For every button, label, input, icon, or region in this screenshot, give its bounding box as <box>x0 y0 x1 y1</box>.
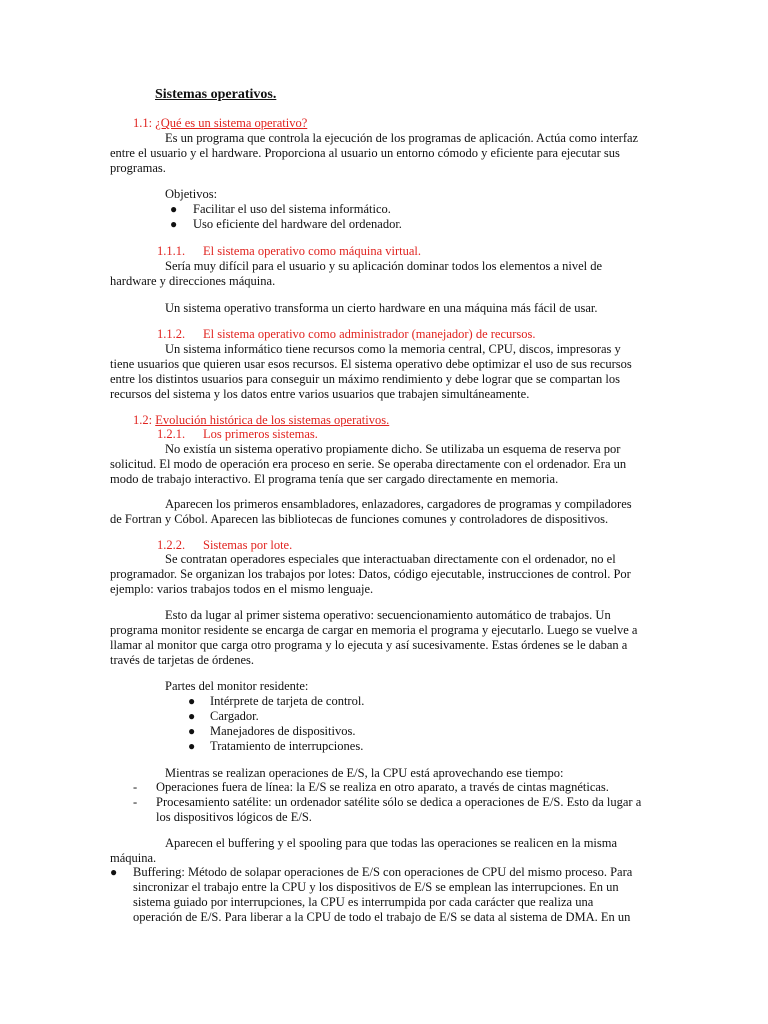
paragraph-line: tiene usuarios que quieren usar esos recursos. El sistema operativo debe optimizar el uso de sus recursos <box>110 357 632 371</box>
section-heading-1-2-1: Los primeros sistemas. <box>203 427 318 441</box>
list-item: Facilitar el uso del sistema informático. <box>193 202 391 216</box>
paragraph-line: recursos del sistema y los datos entre varios usuarios que trabajen simultáneamente. <box>110 387 530 401</box>
partes-label: Partes del monitor residente: <box>165 679 309 693</box>
section-title: Evolución histórica de los sistemas operativos. <box>155 413 390 427</box>
paragraph-line: No existía un sistema operativo propiamente dicho. Se utilizaba un esquema de reserva por <box>165 442 621 456</box>
section-heading-1-2 <box>133 413 389 428</box>
objetivos-label: Objetivos: <box>165 187 218 201</box>
list-item: Intérprete de tarjeta de control. <box>210 694 365 708</box>
paragraph-line: Aparecen los primeros ensambladores, enlazadores, cargadores de programas y compiladores <box>165 497 632 511</box>
paragraph-line: ejemplo: varios trabajos todos en el mismo lenguaje. <box>110 582 374 596</box>
paragraph-line: Sería muy difícil para el usuario y su aplicación dominar todos los elementos a nivel de <box>165 259 603 273</box>
paragraph-line: entre los distintos usuarios para conseguir un máximo rendimiento y debe lograr que se compartan los <box>110 372 620 386</box>
list-item: Manejadores de dispositivos. <box>210 724 356 738</box>
section-number-1-1-2: 1.1.2. <box>157 327 186 341</box>
paragraph-line: Esto da lugar al primer sistema operativo: secuencionamiento automático de trabajos. Un <box>165 608 611 622</box>
paragraph-line: Un sistema operativo transforma un cierto hardware en una máquina más fácil de usar. <box>165 301 598 315</box>
bullet-icon: ● <box>188 724 196 738</box>
section-number-1-2-2: 1.2.2. <box>157 538 186 552</box>
dash-marker: - <box>133 780 138 794</box>
bullet-icon: ● <box>188 694 196 708</box>
dash-item: los dispositivos lógicos de E/S. <box>156 810 312 824</box>
section-heading-1-1-2: El sistema operativo como administrador (manejador) de recursos. <box>203 327 536 341</box>
paragraph-line: programa monitor residente se encarga de cargar en memoria el programa y ejecutarlo. Luego se vuelve a <box>110 623 638 637</box>
bullet-icon: ● <box>170 217 178 231</box>
paragraph-line: llamar al monitor que carga otro programa y lo ejecuta y así sucesivamente. Estas órdenes se le daban a <box>110 638 628 652</box>
paragraph-line: programas. <box>110 161 166 175</box>
paragraph-line: hardware y direcciones máquina. <box>110 274 276 288</box>
section-heading-1-2-2: Sistemas por lote. <box>203 538 293 552</box>
bullet-icon: ● <box>170 202 178 216</box>
section-number: 1.2: <box>133 413 156 427</box>
section-number-1-1-1: 1.1.1. <box>157 244 186 258</box>
dash-item: Procesamiento satélite: un ordenador satélite sólo se dedica a operaciones de E/S. Esto da lugar a <box>156 795 642 809</box>
bullet-icon: ● <box>110 865 118 879</box>
paragraph-line: máquina. <box>110 851 157 865</box>
page-title: Sistemas operativos. <box>155 87 277 102</box>
paragraph-line: Mientras se realizan operaciones de E/S, la CPU está aprovechando ese tiempo: <box>165 766 564 780</box>
list-item: Buffering: Método de solapar operaciones de E/S con operaciones de CPU del mismo proceso. Para <box>133 865 633 879</box>
list-item: sincronizar el trabajo entre la CPU y los dispositivos de E/S se emplean las interrupciones. En un <box>133 880 619 894</box>
paragraph-line: Un sistema informático tiene recursos como la memoria central, CPU, discos, impresoras y <box>165 342 621 356</box>
paragraph-line: Aparecen el buffering y el spooling para que todas las operaciones se realicen en la misma <box>165 836 618 850</box>
paragraph-line: través de tarjetas de órdenes. <box>110 653 255 667</box>
list-item: sistema guiado por interrupciones, la CPU es interrumpida por cada carácter que realiza una <box>133 895 594 909</box>
list-item: Cargador. <box>210 709 259 723</box>
list-item: operación de E/S. Para liberar a la CPU de todo el trabajo de E/S se data al sistema de DMA. En un <box>133 910 631 924</box>
paragraph-line: modo de trabajo interactivo. El programa tenía que ser cargado directamente en memoria. <box>110 472 559 486</box>
bullet-icon: ● <box>188 739 196 753</box>
paragraph-line: Se contratan operadores especiales que interactuaban directamente con el ordenador, no el <box>165 552 616 566</box>
section-heading-1-1 <box>133 116 307 131</box>
section-title: ¿Qué es un sistema operativo? <box>155 116 308 130</box>
section-number-1-2-1: 1.2.1. <box>157 427 186 441</box>
section-number: 1.1: <box>133 116 156 130</box>
bullet-icon: ● <box>188 709 196 723</box>
list-item: Tratamiento de interrupciones. <box>210 739 364 753</box>
paragraph-line: entre el usuario y el hardware. Proporciona al usuario un entorno cómodo y eficiente para ejecutar sus <box>110 146 620 160</box>
paragraph-line: de Fortran y Cóbol. Aparecen las bibliotecas de funciones comunes y controladores de dispositivos. <box>110 512 609 526</box>
list-item: Uso eficiente del hardware del ordenador. <box>193 217 402 231</box>
dash-item: Operaciones fuera de línea: la E/S se realiza en otro aparato, a través de cintas magnéticas. <box>156 780 609 794</box>
dash-marker: - <box>133 795 138 809</box>
paragraph-line: programador. Se organizan los trabajos por lotes: Datos, código ejecutable, instrucciones de control. Por <box>110 567 631 581</box>
paragraph-line: Es un programa que controla la ejecución de los programas de aplicación. Actúa como interfaz <box>165 131 639 145</box>
paragraph-line: solicitud. El modo de operación era proceso en serie. Se operaba directamente con el ordenador. Era un <box>110 457 627 471</box>
section-heading-1-1-1: El sistema operativo como máquina virtual. <box>203 244 421 258</box>
